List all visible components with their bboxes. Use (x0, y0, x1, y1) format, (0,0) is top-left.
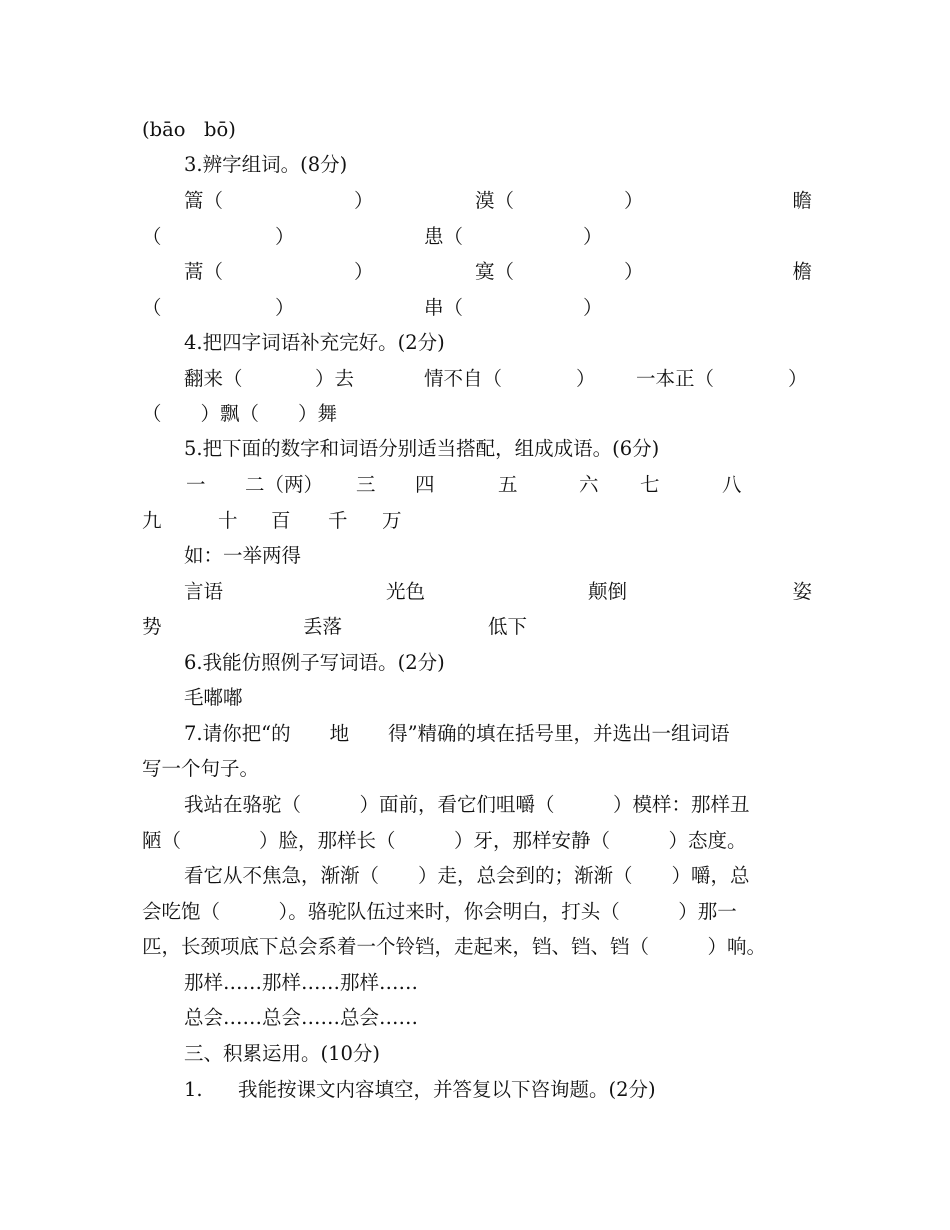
q5-numbers-row-1 (142, 470, 812, 500)
q3-row-4 (142, 293, 812, 323)
q5-number: 百 (271, 509, 291, 532)
q3-paren: ） (354, 260, 374, 283)
q5-word: 低下 (488, 615, 528, 638)
q7-paragraph-2: 看它从不焦急，渐渐（ ）走，总会到的；渐渐（ ）嚼，总 (184, 864, 750, 887)
q5-word: 光色 (386, 580, 426, 603)
q3-title: 3.辨字组词。(8分) (184, 153, 348, 176)
section-3-q1 (142, 1075, 812, 1105)
q5-numbers-row-2 (142, 506, 812, 536)
q3-item: 患（ (424, 225, 464, 248)
q5-word: 言语 (184, 580, 224, 603)
q3-paren: ） (275, 296, 295, 319)
q5-number: 四 (415, 473, 435, 496)
q3-paren: （ (142, 296, 162, 319)
q5-example: 如：一举两得 (184, 544, 302, 567)
q7-pattern-2: 总会……总会……总会…… (184, 1006, 419, 1029)
q5-number: 一 (186, 473, 206, 496)
q4-paren: ） (788, 367, 808, 390)
q3-row-1 (142, 186, 812, 216)
q3-row-2 (142, 222, 812, 252)
q7-paragraph-1: 我站在骆驼（ ）面前，看它们咀嚼（ ）模样：那样丑 (184, 793, 750, 816)
pinyin-line (142, 115, 812, 145)
q4-phrase: ）去 (315, 367, 355, 390)
q6-example: 毛嘟嘟 (184, 686, 243, 709)
q3-item: 寞（ (475, 260, 515, 283)
q5-title: 5.把下面的数字和词语分别适当搭配，组成成语。(6分) (184, 437, 660, 460)
q5-number: 十 (218, 509, 238, 532)
q5-word: 颠倒 (588, 580, 628, 603)
q7-title: 7.请你把“的 地 得”精确的填在括号里，并选出一组词语 (184, 722, 730, 745)
q3-paren: （ (142, 225, 162, 248)
q7-pattern-1: 那样……那样……那样…… (184, 971, 419, 994)
q3-item: 漠（ (475, 189, 515, 212)
q3-item: 檐 (792, 260, 812, 283)
q4-title: 4.把四字词语补充完好。(2分) (184, 331, 445, 354)
q4-phrase: 情不自（ (424, 367, 503, 390)
q7-paragraph-2-cont: 匹，长颈项底下总会系着一个铃铛，走起来，铛、铛、铛（ ）响。 (142, 935, 767, 958)
pinyin-text: (bāo bō) (142, 118, 236, 141)
q5-number: 三 (356, 473, 376, 496)
q5-number: 万 (382, 509, 402, 532)
s3-q1-number: 1. (184, 1078, 203, 1101)
s3-q1-text: 我能按课文内容填空，并答复以下咨询题。(2分) (238, 1078, 656, 1101)
q5-word: 姿 (792, 580, 812, 603)
q5-number: 九 (142, 509, 162, 532)
q5-number: 六 (579, 473, 599, 496)
q3-paren: ） (583, 225, 603, 248)
q7-paragraph-2-cont: 会吃饱（ ）。骆驼队伍过来时，你会明白，打头（ ）那一 (142, 900, 737, 923)
q4-row-2: （ ）飘（ ）舞 (142, 402, 338, 425)
q5-words-row-2 (142, 612, 812, 642)
q3-paren: ） (624, 189, 644, 212)
q3-row-3 (142, 257, 812, 287)
q4-phrase: 翻来（ (184, 367, 243, 390)
q4-phrase: 一本正（ (636, 367, 715, 390)
q5-number: 二（两） (245, 473, 324, 496)
q7-title-cont: 写一个句子。 (142, 757, 260, 780)
q3-paren: ） (354, 189, 374, 212)
q5-number: 五 (498, 473, 518, 496)
q5-number: 千 (328, 509, 348, 532)
q3-item: 瞻 (792, 189, 812, 212)
q5-word: 势 (142, 615, 162, 638)
q6-title: 6.我能仿照例子写词语。(2分) (184, 651, 445, 674)
q4-paren: ） (576, 367, 596, 390)
q3-item: 串（ (424, 296, 464, 319)
q5-words-row-1 (142, 577, 812, 607)
q3-item: 蒿（ (184, 260, 224, 283)
q5-word: 丢落 (303, 615, 343, 638)
q3-paren: ） (275, 225, 295, 248)
q3-paren: ） (583, 296, 603, 319)
section-3-title: 三、积累运用。(10分) (184, 1042, 381, 1065)
q5-number: 八 (722, 473, 742, 496)
q4-row-1 (142, 364, 812, 394)
q5-number: 七 (640, 473, 660, 496)
q7-paragraph-1-cont: 陋（ ）脸，那样长（ ）牙，那样安静（ ）态度。 (142, 829, 747, 852)
q3-paren: ） (624, 260, 644, 283)
q3-item: 篙（ (184, 189, 224, 212)
